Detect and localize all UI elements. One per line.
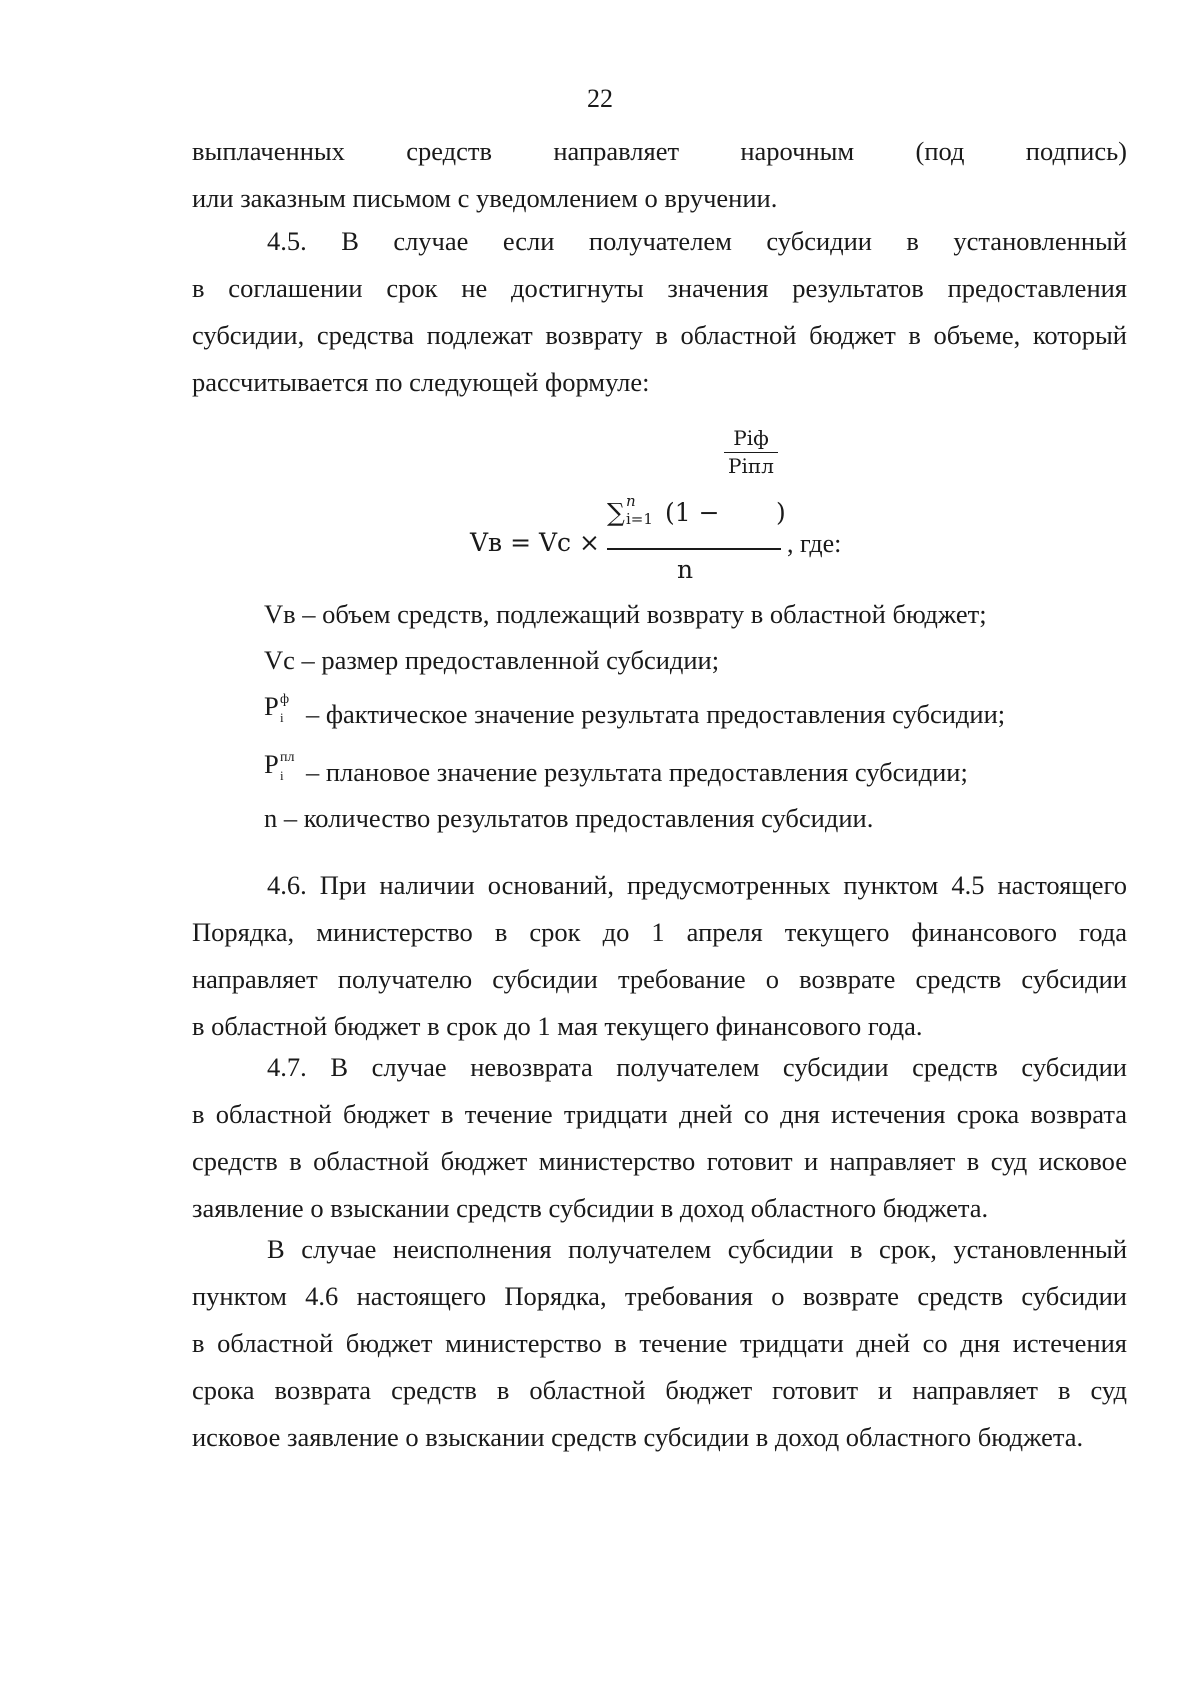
paragraph-continuation — [192, 128, 1127, 222]
fraction-bar — [607, 548, 781, 550]
text-line: субсидии, средства подлежат возврату в областной бюджет в объеме, который — [192, 320, 1127, 350]
definition-ppl — [264, 749, 968, 790]
text-line: направляет получателю субсидии требование о возврате средств субсидии — [192, 964, 1127, 994]
text-line: 4.7. В случае невозврата получателем субсидии средств субсидии — [267, 1052, 1127, 1082]
paragraph-4-5 — [192, 218, 1127, 406]
inner-fraction-numerator: Piф — [733, 426, 769, 450]
p-plan-symbol: P пл i — [264, 749, 295, 783]
definition-n: n – количество результатов предоставления субсидии. — [264, 803, 874, 833]
text-line: В случае неисполнения получателем субсидии в срок, установленный — [267, 1234, 1127, 1264]
sum-symbol: ∑ — [607, 498, 625, 527]
text-line: в областной бюджет министерство в течение тридцати дней со дня истечения — [192, 1328, 1127, 1358]
text-line: рассчитывается по следующей формуле: — [192, 367, 650, 397]
text-line: 4.5. В случае если получателем субсидии в установленный — [267, 226, 1127, 256]
paragraph-non-execution — [192, 1226, 1127, 1461]
formula-open-term: (1 − — [665, 498, 720, 527]
text-line: пунктом 4.6 настоящего Порядка, требования о возврате средств субсидии — [192, 1281, 1127, 1311]
sum-lower-limit: i=1 — [626, 510, 653, 528]
p-fact-symbol: P ф i — [264, 691, 290, 725]
inner-fraction — [720, 426, 782, 479]
definition-vb: Vв – объем средств, подлежащий возврату в областной бюджет; — [264, 599, 987, 629]
text-line: в областной бюджет в срок до 1 мая текущего финансового года. — [192, 1011, 923, 1041]
return-formula — [470, 426, 890, 588]
page-number: 22 — [587, 84, 613, 113]
text-line: срока возврата средств в областной бюджет готовит и направляет в суд — [192, 1375, 1127, 1405]
formula-denominator: n — [677, 555, 694, 584]
text-line: средств в областной бюджет министерство готовит и направляет в суд исковое — [192, 1146, 1127, 1176]
text-line: 4.6. При наличии оснований, предусмотренных пунктом 4.5 настоящего — [267, 870, 1127, 900]
formula-close-paren: ) — [776, 498, 786, 527]
definition-pf — [264, 691, 1006, 732]
text-line: или заказным письмом с уведомлением о вручении. — [192, 183, 778, 213]
text-line: исковое заявление о взыскании средств субсидии в доход областного бюджета. — [192, 1422, 1084, 1452]
text-line: в областной бюджет в течение тридцати дней со дня истечения срока возврата — [192, 1099, 1127, 1129]
paragraph-4-6 — [192, 862, 1127, 1050]
paragraph-4-7 — [192, 1044, 1127, 1232]
formula-lhs: Vв = Vс × — [470, 528, 600, 557]
text-line: Порядка, министерство в срок до 1 апреля текущего финансового года — [192, 917, 1127, 947]
definition-vc: Vс – размер предоставленной субсидии; — [264, 645, 720, 675]
inner-fraction-denominator: Piпл — [728, 454, 774, 478]
formula-where: , где: — [787, 529, 842, 558]
sum-upper-limit: n — [626, 492, 636, 510]
text-line: выплаченных средств направляет нарочным (под подпись) — [192, 136, 1127, 166]
text-line: заявление о взыскании средств субсидии в доход областного бюджета. — [192, 1193, 989, 1223]
inner-fraction-bar — [724, 452, 778, 453]
text-line: в соглашении срок не достигнуты значения результатов предоставления — [192, 273, 1127, 303]
definition-text: – плановое значение результата предоставления субсидии; — [306, 757, 968, 787]
definition-text: – фактическое значение результата предоставления субсидии; — [306, 699, 1006, 729]
formula-numerator — [607, 492, 720, 528]
